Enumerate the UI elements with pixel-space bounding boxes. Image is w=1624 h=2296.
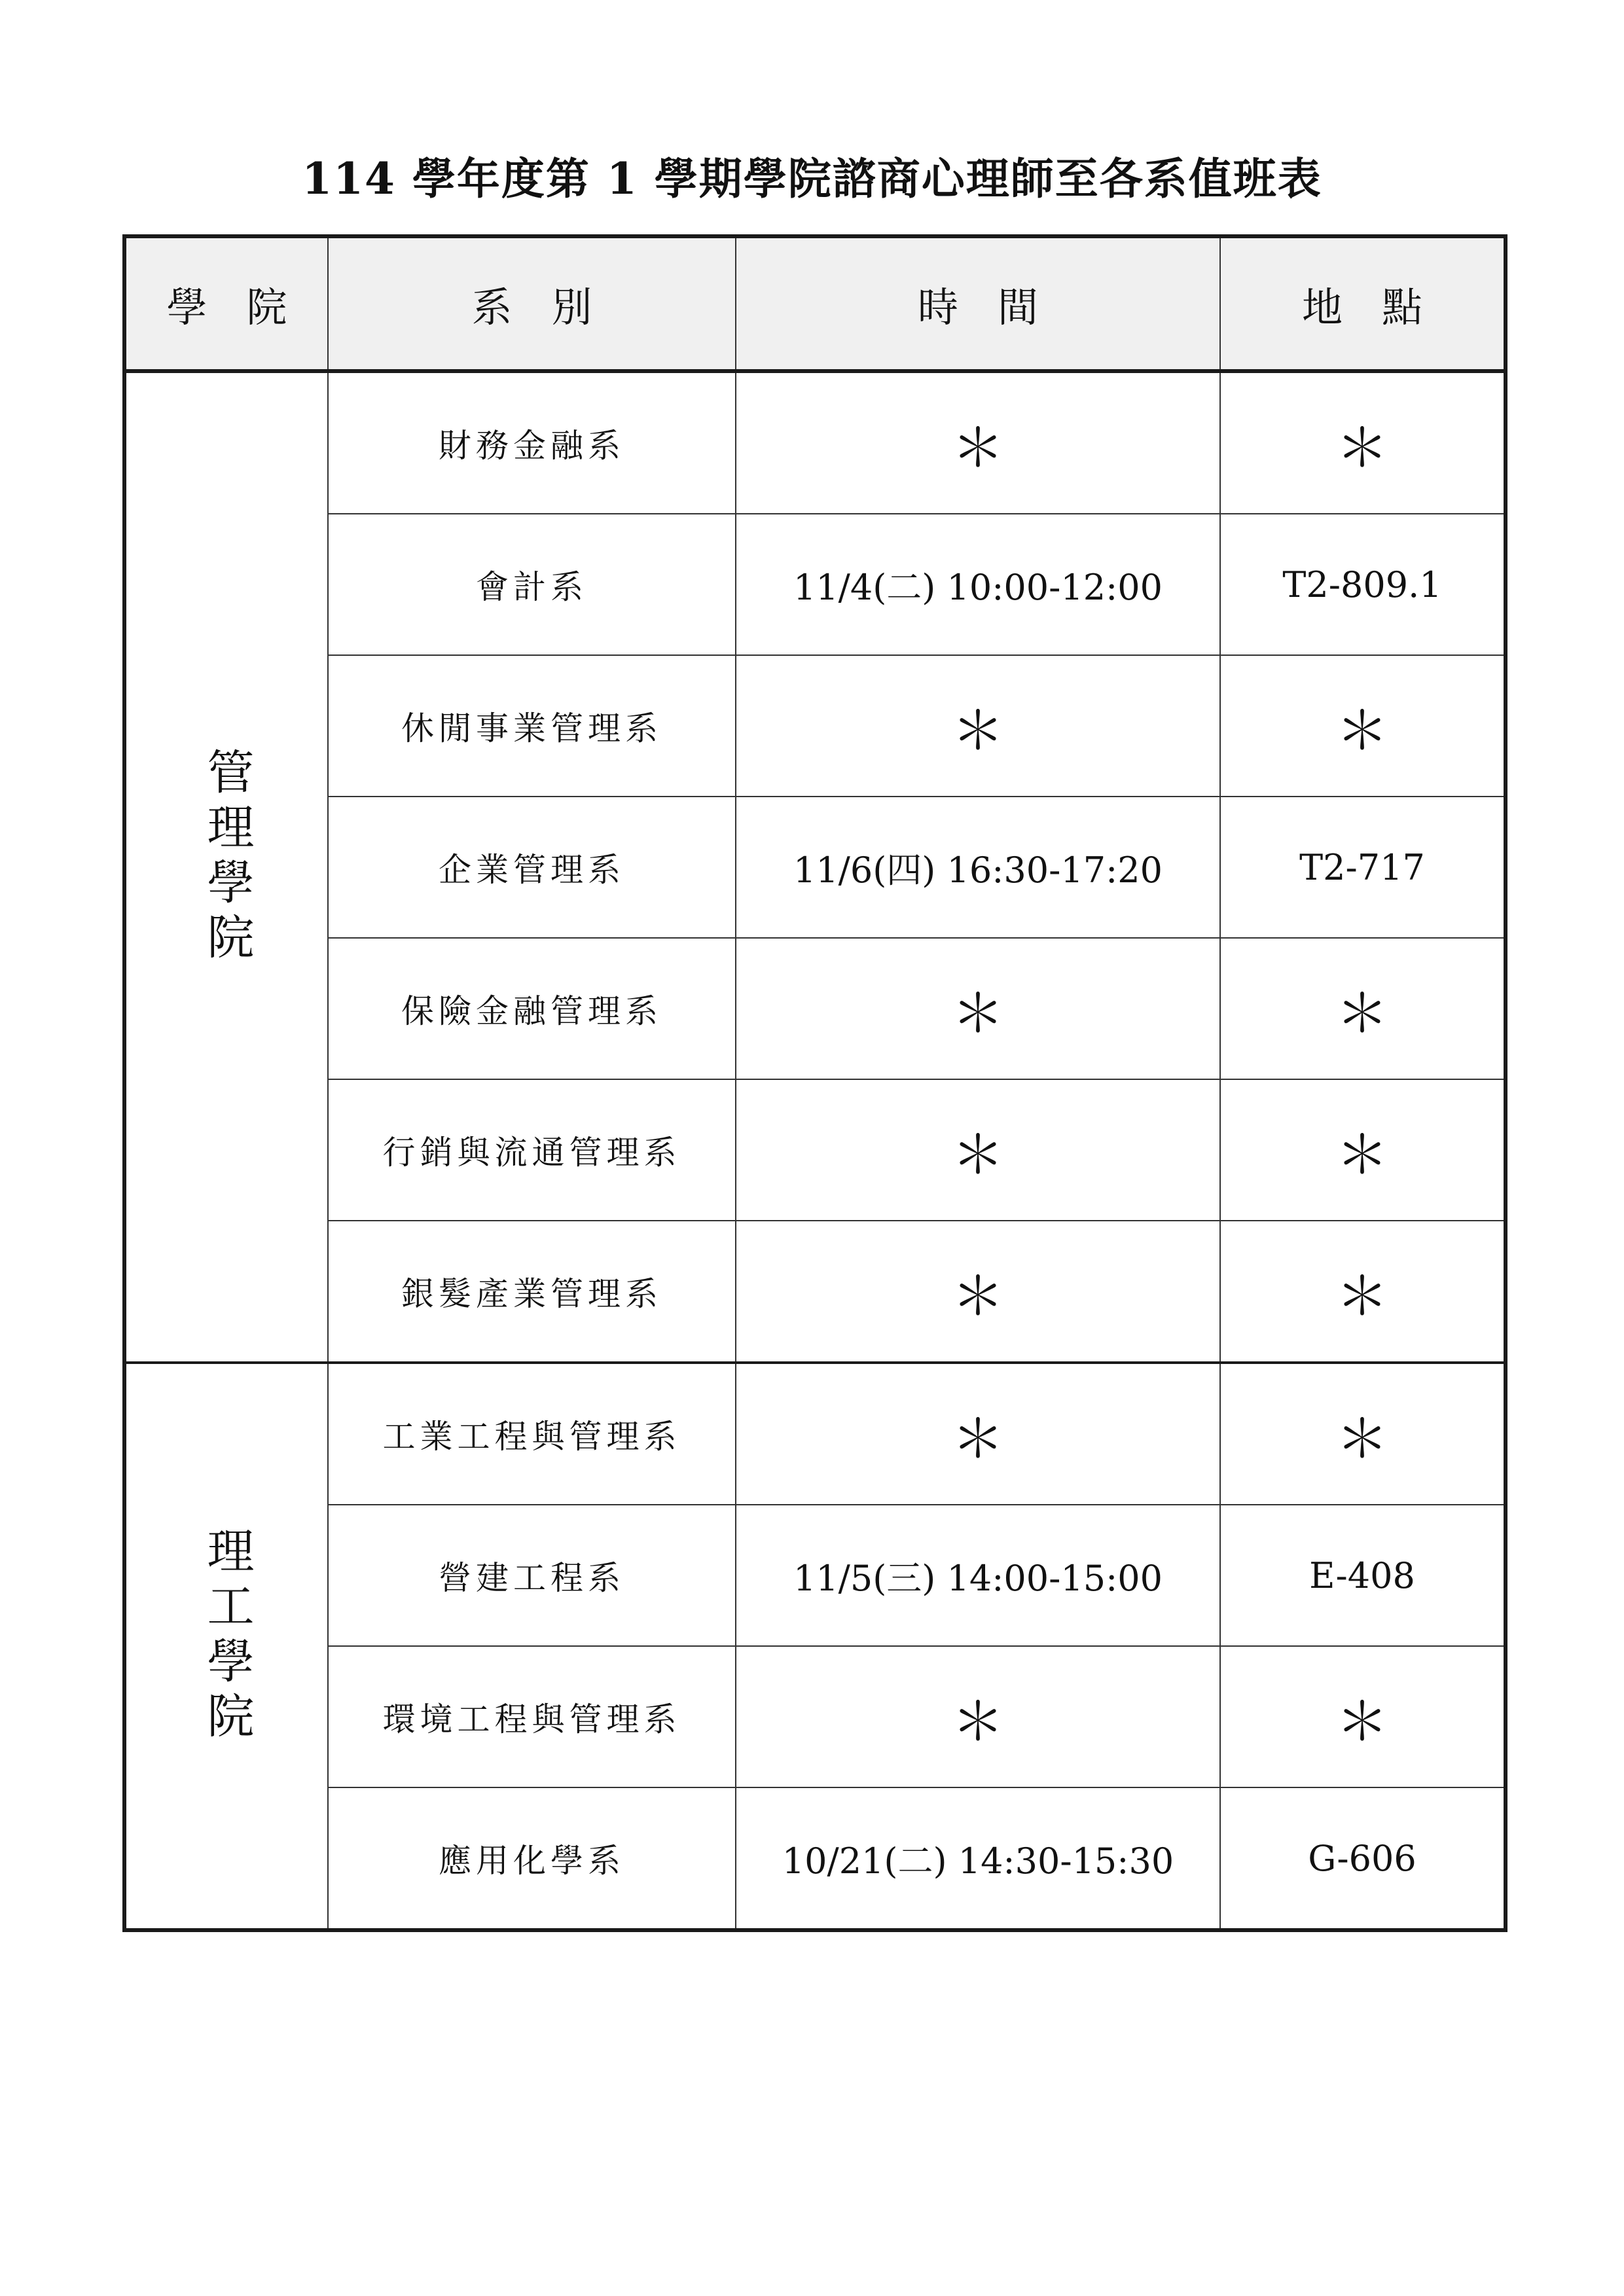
- header-college: 學院: [124, 236, 328, 371]
- department-cell: 會計系: [328, 514, 736, 655]
- time-cell: ＊: [736, 1221, 1220, 1363]
- department-cell: 營建工程系: [328, 1505, 736, 1646]
- time-cell: ＊: [736, 655, 1220, 797]
- location-cell: ＊: [1220, 1646, 1506, 1787]
- table-row: [124, 514, 1506, 655]
- location-cell: T2-717: [1220, 797, 1506, 938]
- department-cell: 財務金融系: [328, 371, 736, 514]
- department-cell: 工業工程與管理系: [328, 1363, 736, 1505]
- table-row: [124, 797, 1506, 938]
- college-name: 理工學院: [199, 1526, 255, 1746]
- location-cell: G-606: [1220, 1787, 1506, 1930]
- location-cell: ＊: [1220, 1079, 1506, 1221]
- table-row: [124, 1787, 1506, 1930]
- department-cell: 銀髮產業管理系: [328, 1221, 736, 1363]
- table-row: [124, 655, 1506, 797]
- location-cell: ＊: [1220, 1221, 1506, 1363]
- college-cell: [124, 1363, 328, 1930]
- table-row: [124, 1363, 1506, 1505]
- college-cell: [124, 371, 328, 1363]
- department-cell: 行銷與流通管理系: [328, 1079, 736, 1221]
- department-cell: 應用化學系: [328, 1787, 736, 1930]
- department-cell: 環境工程與管理系: [328, 1646, 736, 1787]
- college-name: 管理學院: [199, 747, 255, 967]
- time-cell: ＊: [736, 371, 1220, 514]
- time-cell: ＊: [736, 1079, 1220, 1221]
- table-row: [124, 938, 1506, 1079]
- time-cell: ＊: [736, 1646, 1220, 1787]
- table-row: [124, 1079, 1506, 1221]
- time-cell: ＊: [736, 1363, 1220, 1505]
- time-cell: 11/6(四) 16:30-17:20: [736, 797, 1220, 938]
- time-cell: 10/21(二) 14:30-15:30: [736, 1787, 1220, 1930]
- table-row: [124, 1646, 1506, 1787]
- table-header-row: [124, 236, 1506, 371]
- location-cell: ＊: [1220, 371, 1506, 514]
- location-cell: T2-809.1: [1220, 514, 1506, 655]
- table-row: [124, 1505, 1506, 1646]
- location-cell: ＊: [1220, 1363, 1506, 1505]
- time-cell: 11/4(二) 10:00-12:00: [736, 514, 1220, 655]
- location-cell: E-408: [1220, 1505, 1506, 1646]
- page-title: 114 學年度第 1 學期學院諮商心理師至各系值班表: [302, 153, 1322, 204]
- department-cell: 保險金融管理系: [328, 938, 736, 1079]
- department-cell: 企業管理系: [328, 797, 736, 938]
- time-cell: 11/5(三) 14:00-15:00: [736, 1505, 1220, 1646]
- header-time: 時間: [736, 236, 1220, 371]
- time-cell: ＊: [736, 938, 1220, 1079]
- header-department: 系別: [328, 236, 736, 371]
- location-cell: ＊: [1220, 938, 1506, 1079]
- table-row: [124, 1221, 1506, 1363]
- department-cell: 休閒事業管理系: [328, 655, 736, 797]
- location-cell: ＊: [1220, 655, 1506, 797]
- table-row: [124, 371, 1506, 514]
- duty-schedule-table: [122, 234, 1507, 1932]
- header-location: 地點: [1220, 236, 1506, 371]
